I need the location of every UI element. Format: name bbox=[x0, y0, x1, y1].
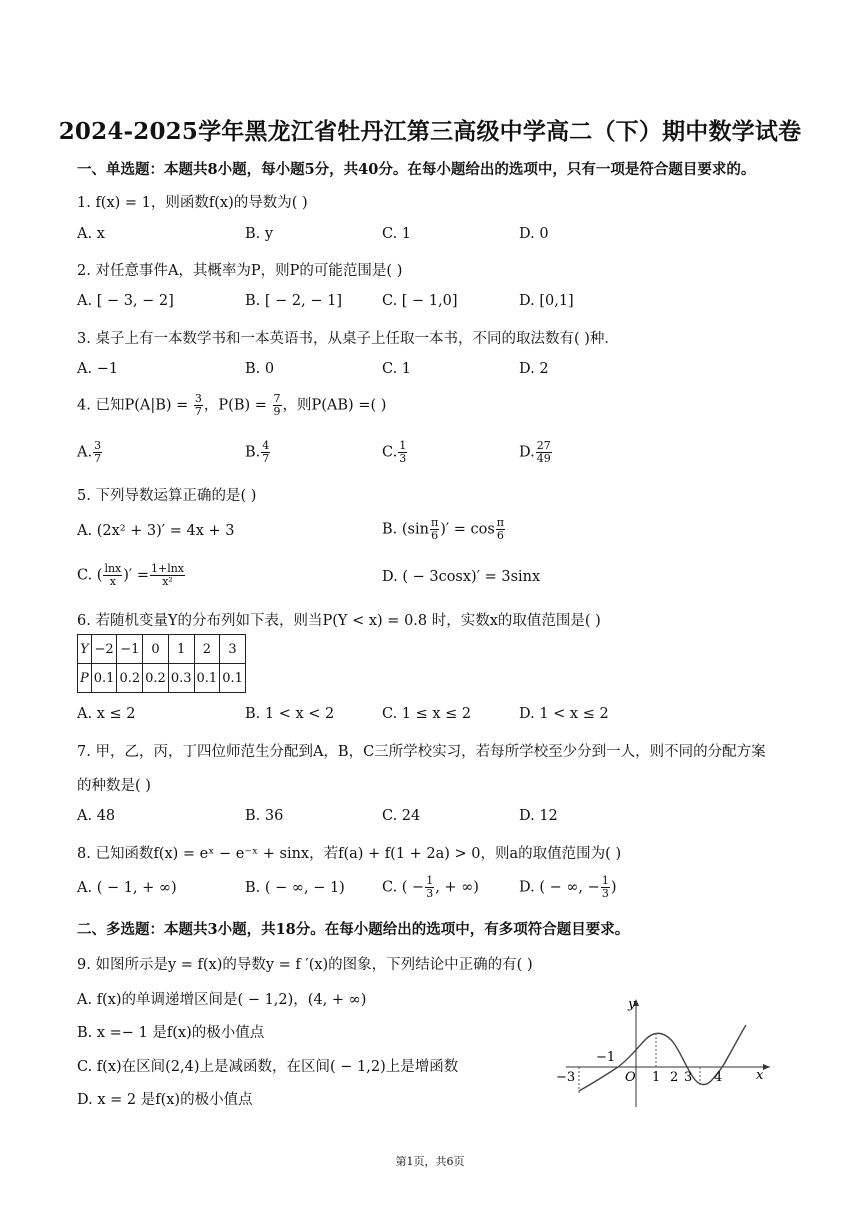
q4-stem-mid: ，P(B) = bbox=[203, 397, 272, 414]
x-axis-label: x bbox=[756, 1068, 764, 1083]
q5-option-c bbox=[77, 563, 186, 588]
q4-stem-prefix: 4. 已知P(A|B) = bbox=[77, 397, 193, 414]
page-footer: 第1页，共6页 bbox=[395, 1155, 465, 1168]
q5-b-f1-num: π bbox=[430, 516, 439, 529]
q8-d-post: ) bbox=[610, 879, 617, 896]
q2-option-a: A. [ − 3, − 2] bbox=[77, 293, 174, 309]
q4-fraction-1 bbox=[194, 393, 203, 418]
q9-option-d: D. x = 2 是f(x)的极小值点 bbox=[77, 1092, 253, 1108]
q8-option-c bbox=[382, 875, 479, 900]
origin-label: O bbox=[625, 1070, 636, 1085]
q4-frac1-num: 3 bbox=[194, 392, 202, 405]
q4-b-den: 7 bbox=[262, 452, 270, 465]
q7-option-d: D. 12 bbox=[519, 808, 558, 824]
q4-option-c bbox=[382, 440, 408, 465]
question-6-stem: 6. 若随机变量Y的分布列如下表，则当P(Y < x) = 0.8 时，实数x的取值范围是( ) bbox=[77, 613, 601, 629]
q4-b-fraction bbox=[261, 440, 270, 465]
tick-label-1: 1 bbox=[652, 1070, 661, 1085]
q6-option-b: B. 1 < x < 2 bbox=[245, 706, 335, 722]
q5-c-f1-num: lnx bbox=[104, 562, 122, 575]
q8-c-num: 1 bbox=[426, 874, 434, 887]
q5-c-mid: )′ = bbox=[123, 567, 149, 584]
q9-option-c: C. f(x)在区间(2,4)上是减函数，在区间( − 1,2)上是增函数 bbox=[77, 1059, 459, 1075]
q2-option-b: B. [ − 2, − 1] bbox=[245, 293, 342, 309]
q8-c-post: , + ∞) bbox=[435, 879, 479, 896]
q8-option-b: B. ( − ∞, − 1) bbox=[245, 880, 345, 896]
q4-d-label: D. bbox=[519, 444, 535, 461]
table-cell: 0.1 bbox=[220, 664, 246, 693]
q4-c-fraction bbox=[398, 440, 407, 465]
q8-d-den: 3 bbox=[601, 887, 609, 900]
question-4-stem bbox=[77, 393, 386, 418]
q5-b-f2-den: 6 bbox=[496, 529, 504, 542]
q4-a-num: 3 bbox=[94, 439, 102, 452]
x-axis-arrow-icon bbox=[763, 1064, 770, 1070]
q3-option-a: A. −1 bbox=[77, 361, 119, 377]
question-3-stem: 3. 桌子上有一本数学书和一本英语书，从桌子上任取一本书，不同的取法数有( )种． bbox=[77, 331, 619, 347]
table-row bbox=[78, 664, 246, 693]
table-cell: P bbox=[78, 664, 92, 693]
table-cell: 0.1 bbox=[194, 664, 220, 693]
table-cell: −2 bbox=[91, 635, 117, 664]
question-7-stem-line2: 的种数是( ) bbox=[77, 778, 151, 794]
q2-option-c: C. [ − 1,0] bbox=[382, 293, 458, 309]
q5-b-f2-num: π bbox=[496, 516, 505, 529]
q7-option-a: A. 48 bbox=[77, 808, 116, 824]
table-cell: 2 bbox=[194, 635, 220, 664]
y-axis-label: y bbox=[628, 997, 636, 1012]
q1-option-a: A. x bbox=[77, 226, 105, 242]
q5-c-frac1 bbox=[103, 563, 122, 588]
table-cell: −1 bbox=[117, 635, 143, 664]
q4-b-label: B. bbox=[245, 444, 261, 461]
q9-option-b: B. x =− 1 是f(x)的极小值点 bbox=[77, 1025, 265, 1041]
q4-option-a bbox=[77, 440, 103, 465]
q4-d-den: 49 bbox=[536, 452, 551, 465]
section-heading-single-choice: 一、单选题：本题共8小题，每小题5分，共40分。在每小题给出的选项中，只有一项是符合题目要求的。 bbox=[77, 161, 756, 178]
q4-c-den: 3 bbox=[399, 452, 407, 465]
table-cell: 1 bbox=[168, 635, 194, 664]
question-7-stem-line1: 7. 甲，乙，丙，丁四位师范生分配到A，B，C三所学校实习，若每所学校至少分到一人，则不同的分配方案 bbox=[77, 744, 766, 760]
q4-fraction-2 bbox=[273, 393, 282, 418]
q6-option-c: C. 1 ≤ x ≤ 2 bbox=[382, 706, 472, 722]
q4-d-fraction bbox=[536, 440, 552, 465]
q8-d-fraction bbox=[601, 875, 610, 900]
q4-frac2-den: 9 bbox=[273, 405, 281, 418]
tick-label-3: 3 bbox=[684, 1070, 693, 1085]
table-cell: 0.2 bbox=[143, 664, 169, 693]
q1-option-c: C. 1 bbox=[382, 226, 412, 242]
q4-option-b bbox=[245, 440, 271, 465]
q6-option-d: D. 1 < x ≤ 2 bbox=[519, 706, 609, 722]
question-9-stem: 9. 如图所示是y = f(x)的导数y = f ′(x)的图象，下列结论中正确的有( ) bbox=[77, 957, 533, 973]
tick-label-neg3: −3 bbox=[556, 1070, 576, 1085]
q3-option-c: C. 1 bbox=[382, 361, 412, 377]
q7-option-c: C. 24 bbox=[382, 808, 421, 824]
table-cell: 0.2 bbox=[117, 664, 143, 693]
q4-option-d bbox=[519, 440, 553, 465]
q8-d-num: 1 bbox=[601, 874, 609, 887]
q5-c-f2-den: x² bbox=[162, 575, 173, 588]
q5-b-pre: B. (sin bbox=[382, 521, 429, 538]
q5-c-pre: C. ( bbox=[77, 567, 103, 584]
q7-option-b: B. 36 bbox=[245, 808, 284, 824]
q4-a-fraction bbox=[93, 440, 102, 465]
q5-c-frac2 bbox=[150, 563, 185, 588]
table-cell: 3 bbox=[220, 635, 246, 664]
q8-c-fraction bbox=[425, 875, 434, 900]
q4-a-den: 7 bbox=[94, 452, 102, 465]
q6-option-a: A. x ≤ 2 bbox=[77, 706, 136, 722]
page-title: 2024-2025学年黑龙江省牡丹江第三高级中学高二（下）期中数学试卷 bbox=[58, 118, 802, 145]
section-heading-multi-choice: 二、多选题：本题共3小题，共18分。在每小题给出的选项中，有多项符合题目要求。 bbox=[77, 921, 630, 938]
q8-c-pre: C. ( − bbox=[382, 879, 425, 896]
q4-b-num: 4 bbox=[262, 439, 270, 452]
q5-c-f1-den: x bbox=[109, 575, 116, 588]
q4-frac1-den: 7 bbox=[194, 405, 202, 418]
table-cell: 0.1 bbox=[91, 664, 117, 693]
q8-option-d bbox=[519, 875, 616, 900]
q8-c-den: 3 bbox=[426, 887, 434, 900]
q5-b-f1-den: 6 bbox=[431, 529, 439, 542]
q1-option-b: B. y bbox=[245, 226, 274, 242]
q1-option-d: D. 0 bbox=[519, 226, 549, 242]
q2-option-d: D. [0,1] bbox=[519, 293, 574, 309]
q4-c-num: 1 bbox=[399, 439, 407, 452]
table-cell: Y bbox=[78, 635, 92, 664]
q3-option-b: B. 0 bbox=[245, 361, 275, 377]
question-5-stem: 5. 下列导数运算正确的是( ) bbox=[77, 488, 257, 504]
question-1-stem: 1. f(x) = 1，则函数f(x)的导数为( ) bbox=[77, 195, 308, 211]
question-2-stem: 2. 对任意事件A，其概率为P，则P的可能范围是( ) bbox=[77, 263, 403, 279]
table-cell: 0 bbox=[143, 635, 169, 664]
q4-c-label: C. bbox=[382, 444, 398, 461]
q5-b-frac1 bbox=[430, 517, 439, 542]
q8-d-pre: D. ( − ∞, − bbox=[519, 879, 600, 896]
q5-b-frac2 bbox=[496, 517, 505, 542]
tick-label-neg1: −1 bbox=[596, 1050, 616, 1065]
q5-option-b bbox=[382, 517, 506, 542]
q9-option-a: A. f(x)的单调递增区间是( − 1,2)，(4, + ∞) bbox=[77, 992, 367, 1008]
tick-label-4: 4 bbox=[714, 1070, 723, 1085]
q4-a-label: A. bbox=[77, 444, 93, 461]
tick-label-2: 2 bbox=[670, 1070, 679, 1085]
table-cell: 0.3 bbox=[168, 664, 194, 693]
q4-stem-suffix: ，则P(AB) =( ) bbox=[282, 397, 387, 414]
q4-frac2-num: 7 bbox=[273, 392, 281, 405]
distribution-table bbox=[77, 634, 246, 693]
q5-c-f2-num: 1+lnx bbox=[150, 562, 185, 575]
table-row bbox=[78, 635, 246, 664]
q8-option-a: A. ( − 1, + ∞) bbox=[77, 880, 177, 896]
q3-option-d: D. 2 bbox=[519, 361, 549, 377]
q5-b-mid: )′ = cos bbox=[440, 521, 495, 538]
q5-option-d: D. ( − 3cosx)′ = 3sinx bbox=[382, 569, 541, 585]
q4-d-num: 27 bbox=[536, 439, 551, 452]
q5-option-a: A. (2x² + 3)′ = 4x + 3 bbox=[77, 523, 235, 539]
derivative-graph bbox=[548, 995, 778, 1110]
question-8-stem: 8. 已知函数f(x) = eˣ − e⁻ˣ + sinx，若f(a) + f(1 + 2a) > 0，则a的取值范围为( ) bbox=[77, 846, 622, 862]
